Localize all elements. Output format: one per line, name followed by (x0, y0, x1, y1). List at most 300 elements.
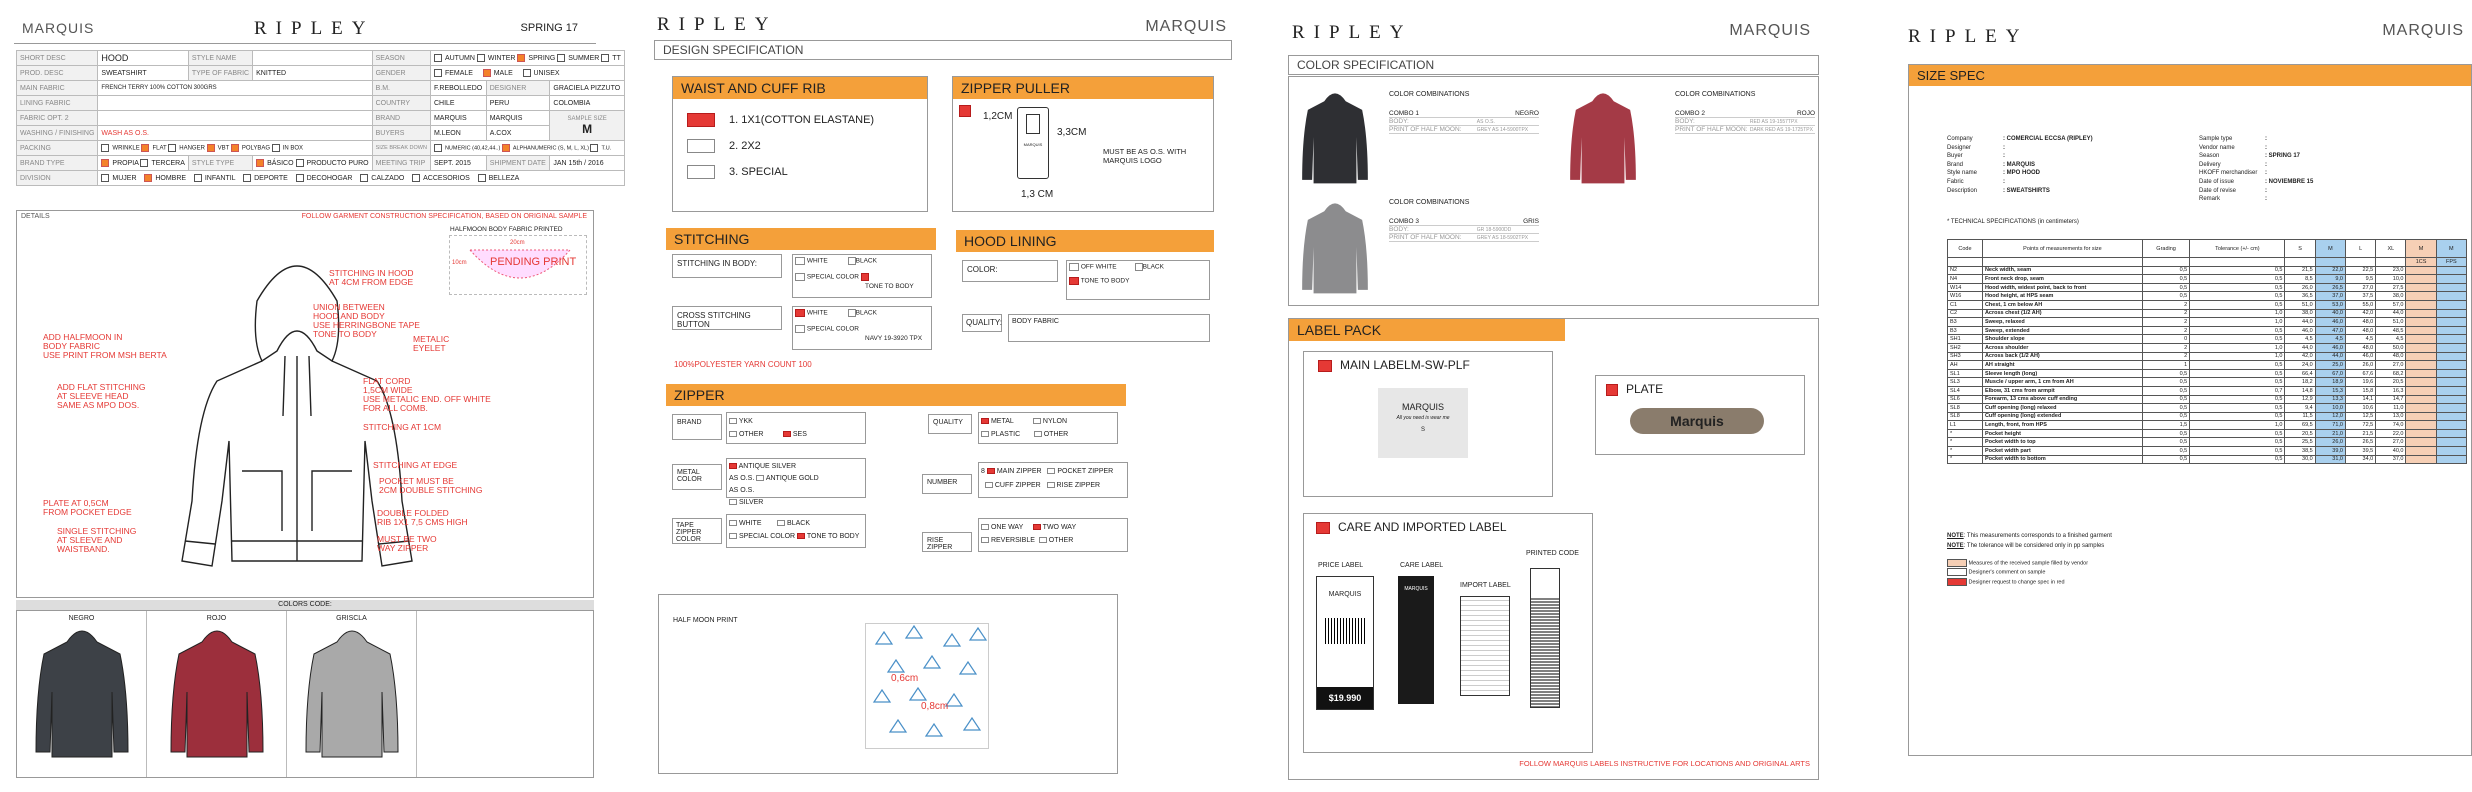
table-cell: 26,5 (2315, 283, 2345, 292)
table-cell (2406, 455, 2436, 464)
table-cell: 46,0 (2315, 343, 2345, 352)
info-row: Season : SPRING 17 (2199, 153, 2301, 160)
table-cell: B3 (1948, 318, 1983, 327)
table-cell: 21,5 (2285, 266, 2315, 275)
table-cell (2406, 309, 2436, 318)
table-cell: 0,5 (2190, 447, 2285, 456)
cell-label: TYPE OF FABRIC (188, 66, 252, 81)
table-cell (2406, 378, 2436, 387)
table-cell: Sweep, extended (1982, 326, 2142, 335)
page-title: SIZE SPEC (1909, 65, 2471, 86)
table-cell: 2 (2142, 343, 2189, 352)
table-cell (2436, 266, 2466, 275)
table-cell: 46,0 (2315, 318, 2345, 327)
table-row (1948, 395, 2467, 404)
table-cell: 26,0 (2285, 283, 2315, 292)
table-cell: 0,5 (2190, 361, 2285, 370)
table-cell: 18,9 (2315, 378, 2345, 387)
table-cell: 0,7 (2190, 386, 2285, 395)
table-cell: 0,5 (2190, 395, 2285, 404)
annotation: PLATE AT 0,5CM FROM POCKET EDGE (43, 498, 132, 517)
cell-label: COUNTRY (372, 96, 430, 111)
section-title: LABEL PACK (1289, 319, 1565, 341)
table-cell: 40,0 (2376, 447, 2406, 456)
table-cell: SL3 (1948, 378, 1983, 387)
table-cell: 0,5 (2190, 266, 2285, 275)
table-cell: AH (1948, 361, 1983, 370)
table-cell: 15,3 (2315, 386, 2345, 395)
colorways (16, 610, 594, 778)
column-header: Points of measurements for size (1982, 240, 2142, 258)
table-cell: 9,0 (2315, 275, 2345, 284)
table-cell: 0,5 (2142, 438, 2189, 447)
cell-label: SIZE BREAK DOWN (372, 141, 430, 156)
table-cell: 0,5 (2142, 378, 2189, 387)
table-cell: 0,5 (2190, 412, 2285, 421)
table-cell: 44,0 (2376, 309, 2406, 318)
zipper-panel: ZIPPER BRAND YKK OTHER SES QUALITY METAL NYLON PLASTIC OTHER METAL COLOR ANTIQUE SILVER AS O.S. ANTIQUE GOLD AS O.S. SILVER NUMBER 8 MAIN ZIPPER POCKET ZIPPER CUFF ZIPPER RISE ZIPPER TAPE ZIPPER COLOR WHITE BLACK SPECIAL COLOR TONE TO BODY RISE ZIPPER ONE WAY TWO WAY REVERSIBLE OTHER (666, 384, 1214, 584)
column-header: M (2436, 240, 2466, 258)
table-cell: 67,0 (2315, 369, 2345, 378)
ripley-logo: RIPLEY (1292, 22, 1413, 43)
table-row (1948, 447, 2467, 456)
table-cell: 27,0 (2376, 361, 2406, 370)
table-cell: Pocket height (1982, 429, 2142, 438)
annotation: DOUBLE FOLDED RIB 1X1 7,5 CMS HIGH (377, 508, 468, 527)
table-cell: 16,3 (2376, 386, 2406, 395)
table-cell (2436, 300, 2466, 309)
table-cell: 11,5 (2285, 412, 2315, 421)
table-row (1948, 404, 2467, 413)
table-cell (2436, 455, 2466, 464)
table-cell: 1,0 (2190, 309, 2285, 318)
table-cell: 74,0 (2376, 421, 2406, 430)
stitching-panel: STITCHING STITCHING IN BODY: WHITE BLACK SPECIAL COLOR TONE TO BODY CROSS STITCHING BUTTON WHITE BLACK SPECIAL COLOR NAVY 19-3920 TPX 100%POLYESTER YARN COUNT 100 (666, 228, 936, 374)
table-row (1948, 266, 2467, 275)
table-cell: SH3 (1948, 352, 1983, 361)
table-cell (2436, 318, 2466, 327)
annotation: STITCHING AT 1CM (363, 422, 442, 432)
table-cell (2436, 421, 2466, 430)
table-cell: 42,0 (2345, 309, 2375, 318)
table-cell: 23,0 (2376, 266, 2406, 275)
table-cell: C1 (1948, 300, 1983, 309)
table-cell: 2 (2142, 326, 2189, 335)
table-cell: 19,6 (2345, 378, 2375, 387)
sheet-header (14, 14, 596, 44)
table-cell: 2 (2142, 318, 2189, 327)
design-spec-sheet (652, 0, 1237, 792)
ripley-logo: RIPLEY (1908, 26, 2029, 47)
table-cell: 25,0 (2315, 361, 2345, 370)
table-row (1948, 421, 2467, 430)
table-cell: 0,5 (2142, 395, 2189, 404)
table-cell: 57,0 (2376, 300, 2406, 309)
info-row: Brand : MARQUIS (1947, 161, 2035, 168)
yarn-note: 100%POLYESTER YARN COUNT 100 (674, 360, 812, 369)
table-cell (2406, 343, 2436, 352)
column-header: M (2406, 240, 2436, 258)
halfmoon-print-panel (658, 594, 1118, 774)
table-row (1948, 275, 2467, 284)
section-title: ZIPPER (666, 384, 1126, 406)
table-cell: 0,5 (2142, 404, 2189, 413)
table-cell: Sleeve length (long) (1982, 369, 2142, 378)
table-cell (2406, 447, 2436, 456)
annotation: FLAT CORD 1,5CM WIDE USE METALIC END. OFF WHITE FOR ALL COMB. (363, 376, 491, 413)
colorway-rojo: ROJO (147, 611, 287, 777)
annotation: SINGLE STITCHING AT SLEEVE AND WAISTBAND. (57, 526, 137, 554)
table-cell: 37,5 (2345, 292, 2375, 301)
table-row: 1CS FPS (1948, 258, 2467, 267)
cell-label: LINING FABRIC (17, 96, 98, 111)
gender-options: FEMALE MALE UNISEX (430, 66, 624, 81)
cell-label: PACKING (17, 141, 98, 156)
table-cell: 22,0 (2376, 429, 2406, 438)
cell-label: BUYERS (372, 126, 430, 141)
table-cell: Pocket width to top (1982, 438, 2142, 447)
table-cell (2436, 335, 2466, 344)
table-cell: Hood width, widest point, back to front (1982, 283, 2142, 292)
cell-label: BRAND (372, 111, 430, 126)
table-cell (2406, 326, 2436, 335)
table-cell (2436, 429, 2466, 438)
table-cell: SL8 (1948, 404, 1983, 413)
designer-value: GRACIELA PIZZUTO (550, 81, 624, 96)
info-row: Fabric : (1947, 178, 2005, 185)
buyer: M.LEON (430, 126, 486, 141)
panel-label: HALF MOON PRINT (673, 617, 738, 624)
table-cell: 15,8 (2345, 386, 2375, 395)
notes: NOTE: This measurements corresponds to a finished garment NOTE: The tolerance will be considered only in pp samples (1947, 533, 2112, 549)
table-cell: Across back (1/2 AH) (1982, 352, 2142, 361)
table-row (1948, 361, 2467, 370)
cell-label: STYLE NAME (188, 51, 252, 66)
ripley-logo: RIPLEY (254, 18, 375, 39)
table-row (1948, 335, 2467, 344)
table-cell: 44,0 (2285, 318, 2315, 327)
table-cell: 0,5 (2190, 335, 2285, 344)
cell-label: STYLE TYPE (188, 156, 252, 171)
plate-sample: Marquis (1630, 408, 1764, 434)
main-fabric: FRENCH TERRY 100% COTTON 300GRS (98, 81, 372, 96)
option-label: 2. 2X2 (729, 140, 761, 152)
sizebreak-options: NUMERIC (40,42,44..) ALPHANUMERIC (S, M, L, XL) T.U. (430, 141, 624, 156)
color-combos-panel: COLOR COMBINATIONS COMBO 1 NEGRO BODY: AS O.S. PRINT OF HALF MOON: GREY AS 14-5900TPX COLOR COMBINATIONS COMBO 2 ROJO BODY: RED AS 19-1557TPX PRINT OF HALF MOON: DARK RED AS 19-1725TPX COLOR COMBINATIONS COMBO 3 GRIS BODY: GR 18-5900DD PRINT OF HALF MOON: GREY AS 18-5902TPX (1288, 76, 1819, 306)
table-cell: Across shoulder (1982, 343, 2142, 352)
annotation: MUST BE TWO WAY ZIPPER (377, 534, 437, 553)
info-row: Company : COMERCIAL ECCSA (RIPLEY) (1947, 136, 2093, 142)
washing-value: WASH AS O.S. (98, 126, 372, 141)
table-cell: 0,5 (2190, 300, 2285, 309)
table-cell: 71,0 (2315, 421, 2345, 430)
cell-label: MEETING TRIP (372, 156, 430, 171)
table-cell: 10,0 (2376, 275, 2406, 284)
table-cell (2436, 438, 2466, 447)
annotation: STITCHING AT EDGE (373, 460, 458, 470)
table-row (1948, 369, 2467, 378)
styletype-options: BÁSICO PRODUCTO PURO (253, 156, 373, 171)
main-label-title: MAIN LABELM-SW-PLF (1340, 358, 1470, 372)
cell-label: WASHING / FINISHING (17, 126, 98, 141)
tech-pack-sheet (14, 0, 621, 792)
care-tag: MARQUIS (1398, 576, 1434, 704)
table-cell: 24,0 (2285, 361, 2315, 370)
table-cell: 1 (2142, 361, 2189, 370)
table-cell: Chest, 1 cm below AH (1982, 300, 2142, 309)
table-cell: 14,1 (2345, 395, 2375, 404)
table-cell: 38,0 (2376, 292, 2406, 301)
table-cell: Muscle / upper arm, 1 cm from AH (1982, 378, 2142, 387)
annotation: UNION BETWEEN HOOD AND BODY USE HERRINGBONE TAPE TONE TO BODY (313, 302, 420, 339)
table-cell: 21,0 (2315, 429, 2345, 438)
table-cell (2436, 447, 2466, 456)
brandtype-options: PROPIA TERCERA (98, 156, 188, 171)
brand-value: MARQUIS (486, 111, 550, 126)
bm-value: F.REBOLLEDO (430, 81, 486, 96)
price-tag: MARQUIS $19.990 (1316, 576, 1374, 710)
table-cell: 4,5 (2315, 335, 2345, 344)
section-title: STITCHING (666, 228, 936, 250)
table-cell: 39,5 (2345, 447, 2375, 456)
info-row: Sample type : (2199, 136, 2267, 142)
table-cell: Front neck drop, seam (1982, 275, 2142, 284)
info-row: Date of issue : NOVIEMBRE 15 (2199, 178, 2314, 185)
table-cell: 26,0 (2345, 361, 2375, 370)
table-cell: 37,0 (2376, 455, 2406, 464)
hoodie-grey (1297, 197, 1373, 297)
table-cell: 0 (2142, 335, 2189, 344)
annotation: ADD HALFMOON IN BODY FABRIC USE PRINT FROM MSH BERTA (43, 332, 167, 360)
table-row (1948, 326, 2467, 335)
table-cell: 47,0 (2315, 326, 2345, 335)
table-cell: * (1948, 429, 1983, 438)
table-cell: 22,0 (2315, 266, 2345, 275)
table-cell (2436, 386, 2466, 395)
table-cell (2436, 275, 2466, 284)
season-options: AUTUMN WINTER SPRING SUMMER TT (430, 51, 624, 66)
table-cell: Sweep, relaxed (1982, 318, 2142, 327)
table-cell (2406, 421, 2436, 430)
table-cell: 27,0 (2376, 438, 2406, 447)
dimension-label: 0,8cm (921, 701, 949, 712)
cell-label: SEASON (372, 51, 430, 66)
table-cell: Cuff opening (long) relaxed (1982, 404, 2142, 413)
table-cell: 4,5 (2376, 335, 2406, 344)
info-row: Style name : MPO HOOD (1947, 170, 2040, 177)
info-row: Delivery : (2199, 161, 2267, 168)
table-cell: 38,5 (2285, 447, 2315, 456)
import-tag (1460, 596, 1510, 696)
table-cell: 0,5 (2142, 447, 2189, 456)
table-cell: 51,0 (2376, 318, 2406, 327)
table-cell: 51,0 (2285, 300, 2315, 309)
table-cell: 18,2 (2285, 378, 2315, 387)
size-spec-sheet (1894, 0, 2472, 792)
table-cell: 0,5 (2190, 404, 2285, 413)
cell-label: FABRIC OPT. 2 (17, 111, 98, 126)
pending-print: PENDING PRINT (490, 256, 577, 268)
details-panel (16, 210, 594, 598)
table-cell: 66,4 (2285, 369, 2315, 378)
column-header: Code (1948, 240, 1983, 258)
table-cell: 0,5 (2142, 412, 2189, 421)
info-row: Vendor name : (2199, 144, 2267, 151)
table-cell: 27,0 (2345, 283, 2375, 292)
info-left (1947, 135, 2093, 195)
table-row (1948, 455, 2467, 464)
table-cell (2436, 343, 2466, 352)
table-cell: 67,6 (2345, 369, 2375, 378)
cell-label: DESIGNER (486, 81, 550, 96)
table-cell: Cuff opening (long) extended (1982, 412, 2142, 421)
table-cell: 0,5 (2142, 275, 2189, 284)
table-cell: 20,5 (2376, 378, 2406, 387)
table-cell (2436, 369, 2466, 378)
table-cell: 46,0 (2285, 326, 2315, 335)
hoodie-red (1565, 87, 1641, 187)
table-cell: 55,0 (2345, 300, 2375, 309)
table-cell: 42,0 (2285, 352, 2315, 361)
header-table (16, 50, 625, 186)
cell-label: B.M. (372, 81, 430, 96)
table-cell: L1 (1948, 421, 1983, 430)
info-row: Description : SWEATSHIRTS (1947, 187, 2050, 194)
table-cell: 0,5 (2142, 455, 2189, 464)
puller-drawing: MARQUIS (1017, 107, 1049, 179)
table-cell: 44,0 (2315, 352, 2345, 361)
table-cell: SL8 (1948, 412, 1983, 421)
table-cell: 0,5 (2142, 369, 2189, 378)
dimension-label: 0,6cm (891, 673, 919, 684)
table-cell: 0,5 (2190, 429, 2285, 438)
ripley-logo: RIPLEY (657, 14, 778, 35)
prod-desc: SWEATSHIRT (98, 66, 188, 81)
fabric-opt2 (98, 111, 372, 126)
page-title: COLOR SPECIFICATION (1288, 55, 1819, 75)
table-cell (2436, 404, 2466, 413)
hoodie-black (1297, 87, 1373, 187)
info-right (2199, 135, 2313, 204)
legend: Measures of the received sample filled by vendor Designer's comment on sample Designer request to change spec in red (1947, 559, 2088, 587)
table-cell: 50,0 (2376, 343, 2406, 352)
table-cell: 21,5 (2345, 429, 2375, 438)
table-cell: 14,7 (2376, 395, 2406, 404)
section-title: WAIST AND CUFF RIB (673, 77, 927, 99)
table-cell: 12,9 (2285, 395, 2315, 404)
division-options: MUJER HOMBRE INFANTIL DEPORTE DECOHOGAR CALZADO ACCESORIOS BELLEZA (98, 171, 624, 186)
table-cell: 1,5 (2142, 421, 2189, 430)
table-cell: 46,0 (2345, 352, 2375, 361)
table-cell: 31,0 (2315, 455, 2345, 464)
table-cell: Hood height, at HPS seam (1982, 292, 2142, 301)
cell-label: SHORT DESC (17, 51, 98, 66)
table-cell: W14 (1948, 283, 1983, 292)
table-cell: SL6 (1948, 395, 1983, 404)
table-cell: 20,5 (2285, 429, 2315, 438)
table-cell: * (1948, 438, 1983, 447)
colorway-griscla: GRISCLA (287, 611, 417, 777)
table-cell (2436, 395, 2466, 404)
table-cell: 48,0 (2345, 343, 2375, 352)
table-cell: 12,0 (2315, 412, 2345, 421)
table-cell: AH straight (1982, 361, 2142, 370)
zipper-puller-panel: ZIPPER PULLER 1,2CM MARQUIS 3,3CM 1,3 CM MUST BE AS O.S. WITH MARQUIS LOGO (952, 76, 1214, 212)
table-cell: 9,5 (2345, 275, 2375, 284)
puller-note: MUST BE AS O.S. WITH MARQUIS LOGO (1103, 147, 1187, 165)
short-desc: HOOD (98, 51, 188, 66)
table-cell (2406, 335, 2436, 344)
marquis-logo: MARQUIS (2382, 22, 2464, 39)
table-cell: 0,5 (2190, 369, 2285, 378)
section-title: ZIPPER PULLER (953, 77, 1213, 99)
table-cell: 1,0 (2190, 318, 2285, 327)
table-cell (2436, 361, 2466, 370)
table-cell (2406, 352, 2436, 361)
colors-code-bar: COLORS CODE: (16, 600, 594, 610)
column-header: L (2345, 240, 2375, 258)
annotation: ADD FLAT STITCHING AT SLEEVE HEAD SAME AS MPO DOS. (57, 382, 146, 410)
option-label: 1. 1X1(COTTON ELASTANE) (729, 114, 875, 126)
table-cell: 13,0 (2376, 412, 2406, 421)
meeting-value: SEPT. 2015 (430, 156, 486, 171)
info-row: HKOFF merchandiser : (2199, 170, 2267, 177)
table-cell: Elbow, 31 cms from armpit (1982, 386, 2142, 395)
country: COLOMBIA (550, 96, 624, 111)
table-cell: 0,5 (2190, 438, 2285, 447)
table-cell: 4,5 (2285, 335, 2315, 344)
cell-label: PROD. DESC (17, 66, 98, 81)
table-row (1948, 429, 2467, 438)
barcode-tag (1530, 568, 1560, 708)
triangle-print (865, 623, 989, 749)
table-cell: SL1 (1948, 369, 1983, 378)
table-cell: 0,5 (2142, 292, 2189, 301)
table-cell (2406, 369, 2436, 378)
table-cell: 14,8 (2285, 386, 2315, 395)
details-label: DETAILS (21, 213, 50, 220)
column-header: S (2285, 240, 2315, 258)
lining-fabric (98, 96, 372, 111)
table-cell: 38,0 (2285, 309, 2315, 318)
table-cell: Neck width, seam (1982, 266, 2142, 275)
care-label-title: CARE AND IMPORTED LABEL (1338, 520, 1507, 534)
annotation: METALIC EYELET (413, 334, 450, 353)
info-row: Buyer : (1947, 153, 2005, 160)
table-cell (2406, 275, 2436, 284)
table-cell (2406, 361, 2436, 370)
table-cell: 69,5 (2285, 421, 2315, 430)
table-cell: 37,0 (2315, 292, 2345, 301)
table-cell: 0,5 (2142, 386, 2189, 395)
label-pack-panel: LABEL PACK MAIN LABELM-SW-PLF MARQUIS All you need is wear me S PLATE Marquis CARE AND IMPORTED LABEL PRICE LABEL CARE LABEL IMPORT LABEL PRINTED CODE MARQUIS $19.990 MARQUIS FOLLOW MARQUIS LABELS INSTRUCTIVE FOR LOCATIONS AND ORIGINAL ARTS (1288, 318, 1819, 780)
size-table (1947, 239, 2467, 464)
table-cell: 39,0 (2315, 447, 2345, 456)
table-row (1948, 318, 2467, 327)
brand-value: MARQUIS (430, 111, 486, 126)
column-header: Tolerance (+/- cm) (2190, 240, 2285, 258)
table-cell: W16 (1948, 292, 1983, 301)
cell-label: MAIN FABRIC (17, 81, 98, 96)
packing-options: WRINKLE FLAT HANGER VBT POLYBAG IN BOX (98, 141, 372, 156)
table-cell: 68,2 (2376, 369, 2406, 378)
table-cell: 8,5 (2285, 275, 2315, 284)
section-title: HOOD LINING (956, 230, 1214, 252)
size-spec-frame (1908, 64, 2472, 756)
table-cell: 13,3 (2315, 395, 2345, 404)
main-label-sample: MARQUIS All you need is wear me S (1378, 388, 1468, 458)
table-cell: 36,5 (2285, 292, 2315, 301)
